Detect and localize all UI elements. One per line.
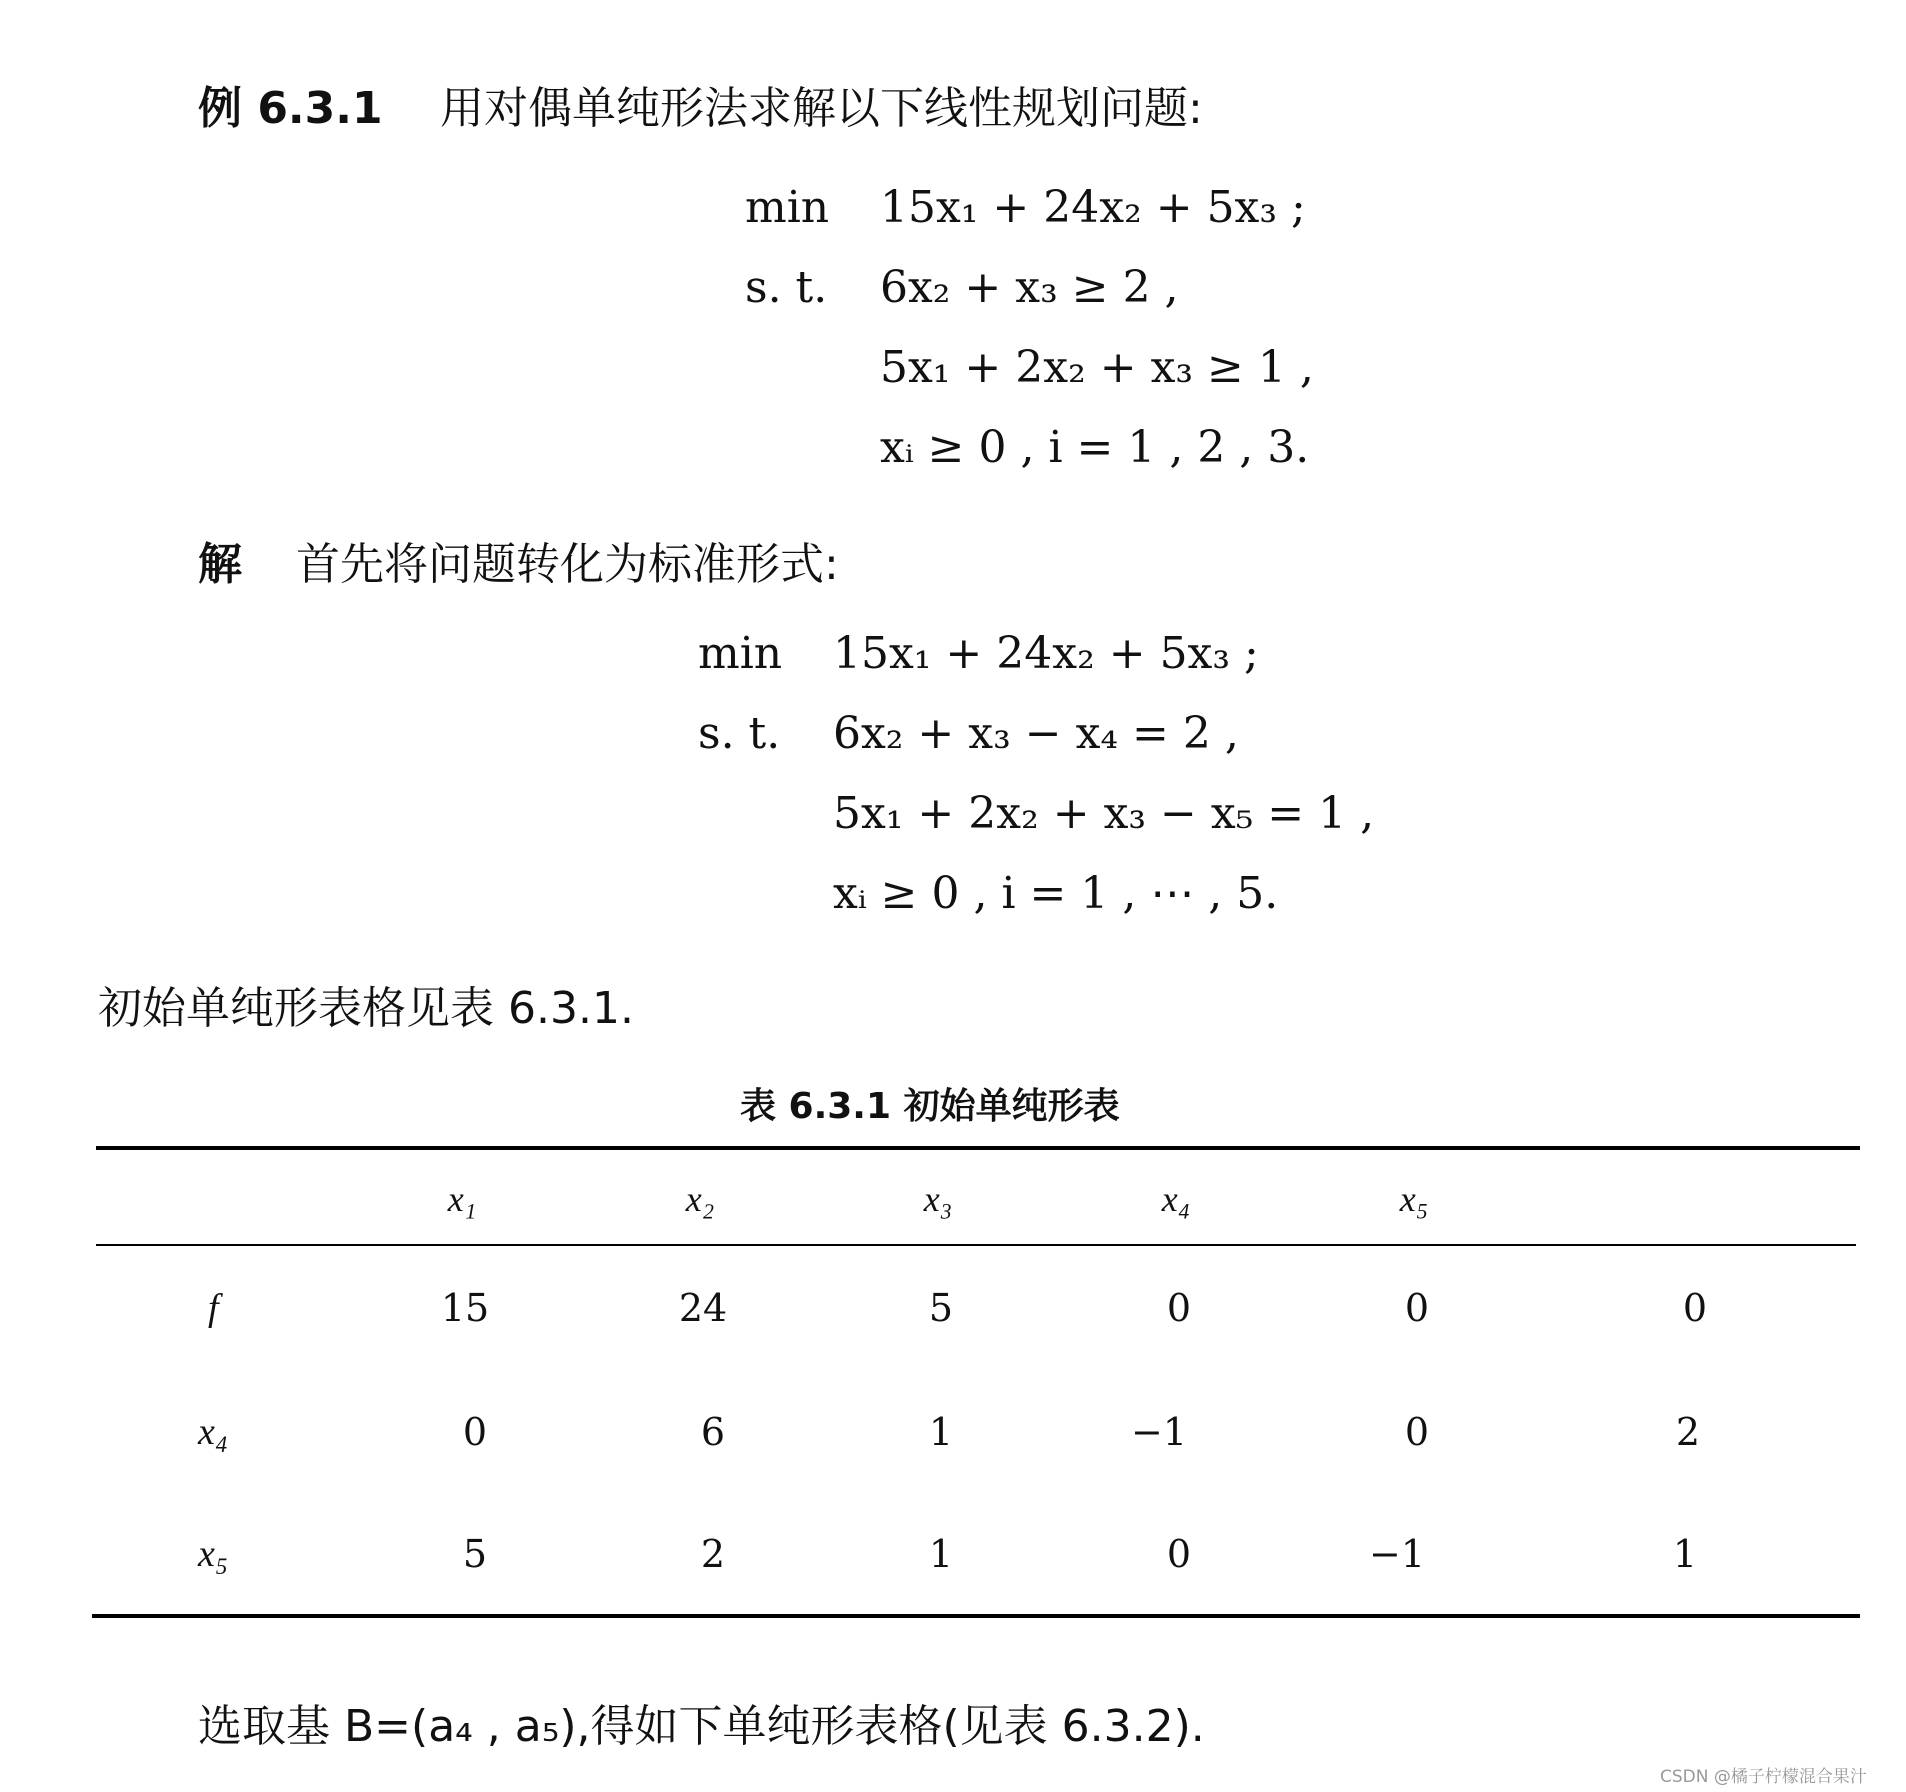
problem2-constraint-2: 5x₁ + 2x₂ + x₃ − x₅ = 1 , [833,788,1375,839]
watermark: CSDN @橘子柠檬混合果汁 [1660,1767,1867,1787]
row-label: x₄ [198,1411,229,1453]
problem2-nonnegativity: xᵢ ≥ 0 , i = 1 , ⋯ , 5. [833,868,1279,919]
table-cell: 15 [440,1286,490,1330]
example-text: 用对偶单纯形法求解以下线性规划问题: [440,83,1203,134]
table-cell: 1 [928,1532,954,1576]
table-header-cell: x₅ [1399,1179,1429,1219]
table-header-cell: x₂ [685,1179,715,1219]
problem1-constraint-1: 6x₂ + x₃ ≥ 2 , [880,262,1179,313]
table-cell: −1 [1368,1532,1426,1576]
table-header-cell: x₄ [1161,1179,1191,1219]
problem1-min-keyword: min [745,182,830,233]
closing-text: 选取基 B=(a₄ , a₅),得如下单纯形表格(见表 6.3.2). [198,1701,1205,1752]
table-cell: 5 [928,1286,954,1330]
table-cell: 2 [700,1532,726,1576]
problem1-objective: 15x₁ + 24x₂ + 5x₃ ; [880,182,1306,233]
table-header-cell: x₁ [447,1179,477,1219]
solution-label: 解 [198,539,242,590]
table-cell: 5 [462,1532,488,1576]
table-cell: 0 [462,1410,488,1454]
table-cell: 1 [928,1410,954,1454]
problem2-constraint-1: 6x₂ + x₃ − x₄ = 2 , [833,708,1239,759]
table-header-cell: x₃ [923,1179,953,1219]
problem2-objective: 15x₁ + 24x₂ + 5x₃ ; [833,628,1259,679]
table-cell: 0 [1682,1286,1708,1330]
table-header-rule [96,1244,1856,1246]
table-cell: −1 [1130,1410,1188,1454]
table-top-rule [96,1146,1860,1150]
problem1-constraint-2: 5x₁ + 2x₂ + x₃ ≥ 1 , [880,342,1314,393]
example-label: 例 6.3.1 [198,83,383,134]
table-cell: 2 [1675,1410,1701,1454]
table-caption: 表 6.3.1 初始单纯形表 [740,1086,1120,1127]
row-label: x₅ [198,1533,229,1575]
problem2-min-keyword: min [698,628,783,679]
solution-text: 首先将问题转化为标准形式: [296,539,839,590]
table-bottom-rule [92,1614,1860,1618]
problem1-st-keyword: s. t. [745,262,828,313]
problem2-st-keyword: s. t. [698,708,781,759]
table-cell: 0 [1166,1532,1192,1576]
table-cell: 6 [700,1410,726,1454]
table-cell: 24 [678,1286,728,1330]
row-label: f [208,1287,219,1329]
table-cell: 0 [1404,1286,1430,1330]
table-cell: 1 [1672,1532,1698,1576]
table-cell: 0 [1404,1410,1430,1454]
table-cell: 0 [1166,1286,1192,1330]
problem1-nonnegativity: xᵢ ≥ 0 , i = 1 , 2 , 3. [880,422,1310,473]
intro-text: 初始单纯形表格见表 6.3.1. [98,983,634,1034]
